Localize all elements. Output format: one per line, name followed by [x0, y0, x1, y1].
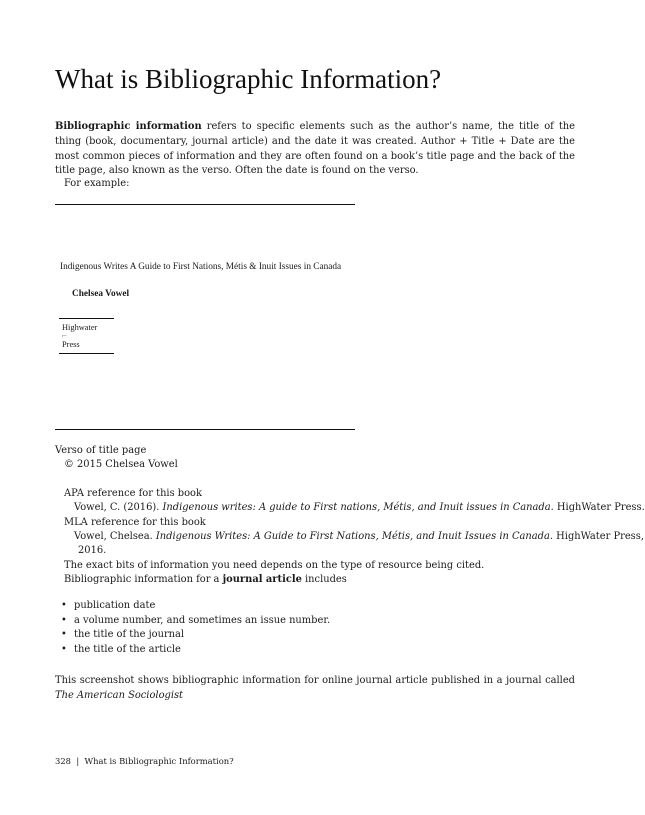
publisher-mark-icon: ⌐ — [62, 331, 67, 340]
list-item: • a volume number, and sometimes an issue number. — [58, 615, 330, 630]
intro-bold-term: Bibliographic information — [55, 121, 202, 132]
verso-label: Verso of title page — [55, 445, 147, 456]
closing-journal-name: The American Sociologist — [55, 690, 184, 701]
for-example-label: For example: — [64, 178, 130, 189]
list-item: • publication date — [58, 600, 330, 615]
page-number: 328 — [55, 756, 71, 766]
mla-rest: . HighWater Press, — [549, 531, 644, 542]
page-title: What is Bibliographic Information? — [55, 64, 442, 94]
apa-author: Vowel, C. (2016). — [74, 502, 163, 513]
divider-bottom — [55, 429, 355, 430]
apa-reference — [74, 502, 645, 513]
mla-label: MLA reference for this book — [64, 517, 206, 528]
journal-intro-after: includes — [301, 574, 347, 585]
mla-reference — [74, 531, 644, 542]
journal-intro — [64, 574, 347, 585]
mla-author: Vowel, Chelsea. — [74, 531, 156, 542]
intro-text: refers to specific elements such as the author’s name, the title of the thing (book, documentary, journal article) and the date it was created. Author + Title + Date are the most common pieces of information and they are often found on a book’s title page and the back of the title page, also known as the verso. Often the date is found on the verso. — [55, 121, 576, 177]
book-title: Indigenous Writes A Guide to First Nations, Métis & Inuit Issues in Canada — [60, 262, 342, 272]
journal-intro-bold: journal article — [222, 574, 302, 585]
footer-separator: | — [76, 756, 80, 766]
copyright-line: © 2015 Chelsea Vowel — [64, 459, 178, 470]
publisher-box — [59, 318, 114, 354]
divider-top — [55, 204, 355, 205]
mla-year: 2016. — [78, 545, 107, 556]
footer-chapter: What is Bibliographic Information? — [84, 756, 234, 766]
journal-intro-before: Bibliographic information for a — [64, 574, 223, 585]
list-item: • the title of the journal — [58, 629, 330, 644]
publisher-line-2: Press — [62, 340, 80, 349]
page-footer — [55, 756, 234, 766]
apa-rest: . HighWater Press. — [550, 502, 645, 513]
intro-paragraph — [55, 120, 575, 179]
resource-note: The exact bits of information you need depends on the type of resource being cited. — [64, 560, 485, 571]
list-item: • the title of the article — [58, 644, 330, 659]
journal-elements-list — [58, 600, 330, 658]
closing-paragraph — [55, 673, 575, 703]
mla-title: Indigenous Writes: A Guide to First Nations, Métis, and Inuit Issues in Canada — [155, 531, 550, 542]
closing-text: This screenshot shows bibliographic information for online journal article published in a journal called — [55, 675, 575, 686]
publisher-line-1: Highwater — [62, 323, 98, 332]
book-author: Chelsea Vowel — [72, 289, 130, 299]
apa-title: Indigenous writes: A guide to First nations, Métis, and Inuit issues in Canada — [162, 502, 551, 513]
apa-label: APA reference for this book — [64, 488, 202, 499]
